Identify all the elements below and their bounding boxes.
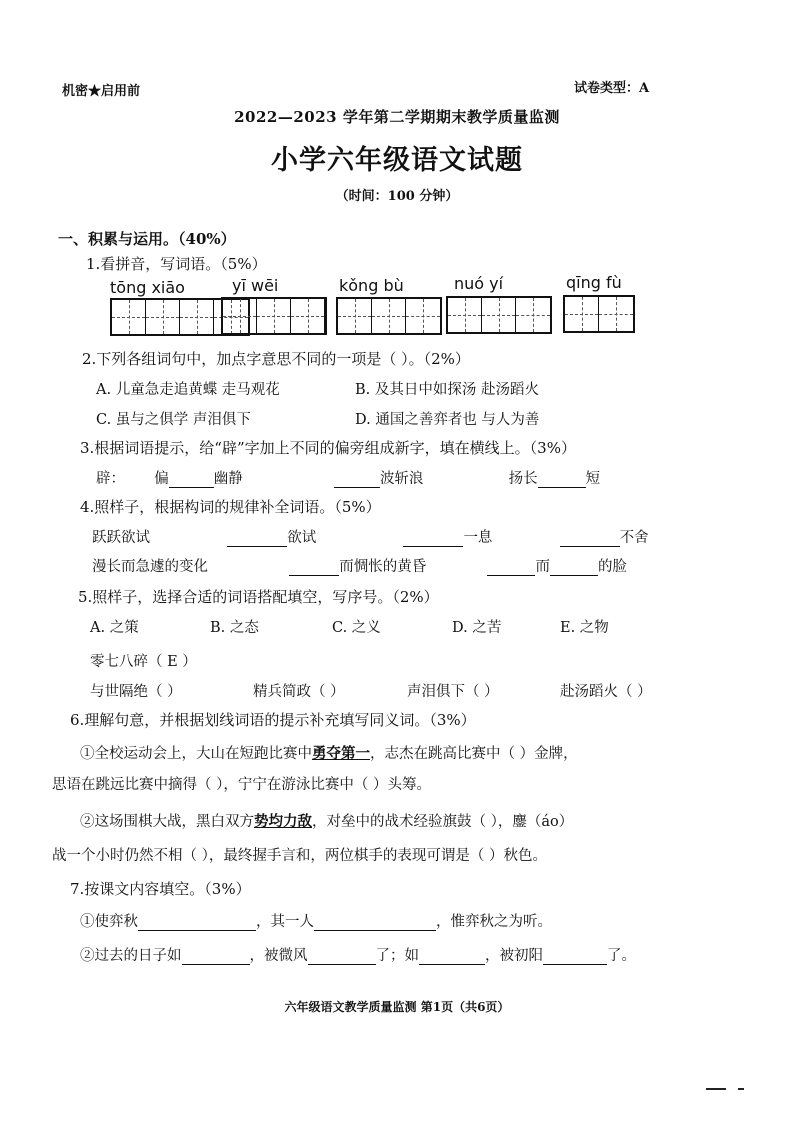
option-c: C. 虽与之俱学 声泪俱下 [96,412,251,428]
q6-s1-text-b: ，志杰在跳高比赛中（ ）金牌， [370,746,578,762]
q5-option-d: D. 之苦 [452,620,502,636]
q6-sentence-1-cont: 思语在跳远比赛中摘得（ ），宁宁在游泳比赛中（ ）头筹。 [52,777,431,793]
q3-word-2b: 波斩浪 [379,471,424,487]
q5-option-c: C. 之义 [332,620,381,636]
scan-mark [706,1088,726,1090]
question-3-label: 3.根据词语提示，给“辟”字加上不同的偏旁组成新字，填在横线上。（3%） [80,439,576,457]
question-2-label: 2.下列各组词句中，加点字意思不同的一项是（ ）。（2%） [82,350,470,368]
question-1-label: 1.看拼音，写词语。（5%） [86,255,267,273]
q7-l2-c: 了；如 [375,948,419,964]
blank[interactable] [543,948,607,965]
q3-word-1a: 偏 [154,471,169,487]
option-a: A. 儿童急走追黄蝶 走马观花 [96,382,280,398]
exam-title: 小学六年级语文试题 [271,145,523,176]
blank[interactable] [289,559,339,576]
q7-l2-e: 了。 [607,948,636,964]
question-5-label: 5.照样子，选择合适的词语搭配填空，写序号。（2%） [78,588,439,606]
blank[interactable] [538,471,586,488]
q5-fill-3[interactable]: 声泪俱下（ ） [407,684,499,700]
pinyin-5: qīng fù [566,273,622,292]
paper-type: 试卷类型：A [574,81,650,96]
pinyin-4: nuó yí [454,274,504,293]
q5-option-b: B. 之态 [210,620,259,636]
exam-term-title: 2022—2023 学年第二学期期末教学质量监测 [234,108,560,126]
q6-s2-text-b: ，对垒中的战术经验旗鼓（ ），鏖（áo） [312,814,574,830]
question-6-label: 6.理解句意，并根据划线词语的提示补充填写同义词。（3%） [70,711,476,729]
option-d: D. 通国之善弈者也 与人为善 [355,412,540,428]
confidential-mark: 机密★启用前 [62,84,141,99]
q4-word-5: 而 [535,559,550,575]
q5-fill-2[interactable]: 精兵简政（ ） [253,684,345,700]
q7-line-2 [80,944,636,965]
q7-l2-b: ，被微风 [249,948,308,964]
q4-example-2: 漫长而急遽的变化 [92,559,208,575]
blank[interactable] [419,948,485,965]
q4-line-2 [92,555,627,576]
q4-line-1 [92,526,649,547]
exam-time: （时间：100 分钟） [335,189,459,204]
blank[interactable] [560,530,620,547]
q7-l2-a: ②过去的日子如 [80,948,182,964]
q7-l1-a: ①使弈秋 [80,914,138,930]
pinyin-1: tōng xiāo [110,278,185,297]
pinyin-3: kǒng bù [339,276,404,295]
q3-word-3a: 扬长 [508,471,538,487]
blank[interactable] [182,948,250,965]
q5-option-e: E. 之物 [560,620,609,636]
q4-example-1: 跃跃欲试 [92,530,150,546]
writing-grid-2[interactable] [221,297,327,335]
q6-sentence-1 [80,742,578,763]
q3-word-3b: 短 [585,471,601,487]
blank[interactable] [550,559,598,576]
blank[interactable] [227,530,287,547]
q6-s2-underlined: 势均力敌 [254,813,312,830]
q4-word-4: 而惆怅的黄昏 [339,559,427,575]
pinyin-2: yī wēi [232,276,279,295]
q7-line-1 [80,910,552,931]
q6-s2-text-a: ②这场围棋大战，黑白双方 [80,814,254,830]
blank[interactable] [308,948,376,965]
q6-sentence-2-cont: 战一个小时仍然不相（ ），最终握手言和，两位棋手的表现可谓是（ ）秋色。 [52,848,547,864]
q6-sentence-2 [80,810,573,831]
writing-grid-4[interactable] [446,296,552,334]
question-7-label: 7.按课文内容填空。（3%） [70,880,251,898]
blank[interactable] [138,914,256,931]
q6-s1-underlined: 勇夺第一 [312,745,370,762]
blank[interactable] [403,530,463,547]
q3-prefix: 辟： [96,471,125,487]
q4-word-6: 的脸 [597,559,627,575]
q5-option-a: A. 之策 [90,620,139,636]
scan-mark [738,1088,744,1090]
q5-example: 零七八碎（ E ） [90,654,197,670]
page-footer: 六年级语文教学质量监测 第1页（共6页） [284,1000,510,1014]
blank[interactable] [314,914,436,931]
q5-fill-1[interactable]: 与世隔绝（ ） [90,684,182,700]
q6-s1-text-a: ①全校运动会上，大山在短跑比赛中 [80,746,312,762]
q3-line [96,467,600,488]
question-4-label: 4.照样子，根据构词的规律补全词语。（5%） [80,498,381,516]
writing-grid-3[interactable] [336,297,442,335]
blank[interactable] [169,471,214,488]
q4-word-1: 欲试 [287,530,317,546]
writing-grid-5[interactable] [563,295,635,333]
q7-l2-d: ，被初阳 [485,948,543,964]
q3-word-1b: 幽静 [213,471,243,487]
blank[interactable] [334,471,380,488]
option-b: B. 及其日中如探汤 赴汤蹈火 [355,382,539,398]
q4-word-2: 一息 [463,530,493,546]
q4-word-3: 不舍 [619,530,649,546]
q5-fill-4[interactable]: 赴汤蹈火（ ） [560,684,652,700]
q7-l1-b: ，其一人 [256,914,314,930]
blank[interactable] [487,559,535,576]
section-heading: 一、积累与运用。（40%） [58,230,236,248]
q7-l1-c: ，惟弈秋之为听。 [436,914,552,930]
